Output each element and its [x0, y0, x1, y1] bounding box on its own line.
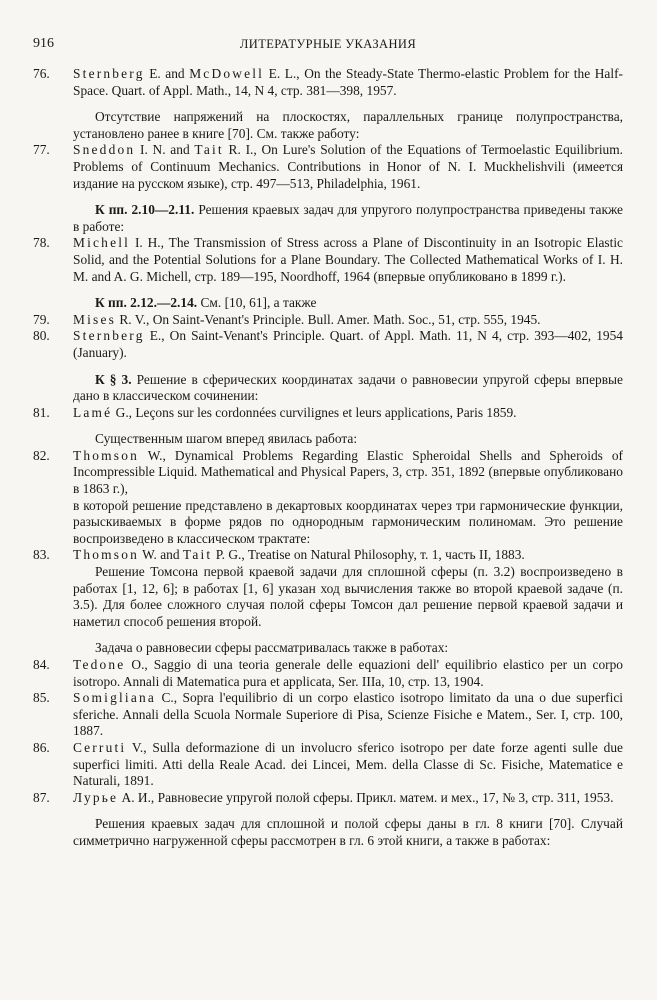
- reference-entry: 76. Sternberg E. and McDowell E. L., On the Steady-State Thermo-elastic Problem for the Half-Space. Quart. of Appl. Math., 14, N 4, стр. 381—398, 1957.: [33, 66, 623, 98]
- section-note: К § 3. Решение в сферических координатах задачи о равновесии упругой сферы впервые дано в классическом сочинении:: [73, 371, 623, 404]
- commentary-paragraph: Решения краевых задач для сплошной и полой сферы даны в гл. 8 книги [70]. Случай симметрично нагруженной сферы рассмотрен в гл. 6 этой книги, а также в работах:: [73, 816, 623, 848]
- commentary-paragraph: Задача о равновесии сферы рассматривалась также в работах:: [95, 640, 449, 656]
- section-note: К пп. 2.10—2.11. Решения краевых задач для упругого полупространства приведены также в работе:: [73, 202, 623, 234]
- page-number: 916: [33, 36, 54, 51]
- reference-entry: 86. Cerruti V., Sulla deformazione di un involucro sferico isotropo per date forze agenti sulle due superfici limiti. Atti della Reale Acad. dei Lincei, Mem. della Classe di Sc. Fisiche, Matematice e Naturali, 1891.: [33, 739, 623, 789]
- page-header: [33, 36, 623, 54]
- commentary-paragraph: Решение Томсона первой краевой задачи для сплошной сферы (п. 3.2) воспроизведено в работах [1, 12, 6]; в работах [1, 6] указан ход вычисления также во второй краевой задаче (п. 3.5). Для более сложного случая полой сферы Томсон дал решение первой краевой задачи и наметил способ решения второй.: [73, 564, 623, 629]
- reference-entry: 87. Лурье А. И., Равновесие упругой полой сферы. Прикл. матем. и мех., 17, № 3, стр. 311, 1953.: [33, 789, 614, 805]
- commentary-paragraph: в которой решение представлено в декартовых координатах через три гармонические функции, разыскиваемых в форме рядов по однородным гармоническим полиномам. Это решение воспроизведено в классическом трактате:: [73, 497, 623, 546]
- reference-entry: 83. Thomson W. and Tait P. G., Treatise on Natural Philosophy, т. 1, часть II, 1883.: [33, 547, 525, 563]
- running-title: ЛИТЕРАТУРНЫЕ УКАЗАНИЯ: [239, 37, 417, 51]
- reference-entry: 85. Somigliana C., Sopra l'equilibrio di un corpo elastico isotropo limitato da una o due superfici sferiche. Annali della Scuola Normale Superiore di Pisa, Scienze Fisiche e Matem., Ser. I, стр. 100, 1887.: [33, 690, 623, 739]
- bibliography: [33, 66, 623, 850]
- reference-entry: 77. Sneddon I. N. and Tait R. I., On Lure's Solution of the Equations of Termoelastic Equilibrium. Problems of Continuum Mechanics. Contributions in Honor of N. I. Muckhelishvili (имеется издание на русском языке), стр. 497—513, Philadelphia, 1961.: [33, 142, 623, 191]
- reference-entry: 81. Lamé G., Leçons sur les cordonnées curvilignes et leurs applications, Paris 1859.: [33, 404, 517, 420]
- reference-entry: 78. Michell I. H., The Transmission of Stress across a Plane of Discontinuity in an Isotropic Elastic Solid, and the Potential Solutions for a Plane Boundary. The Collected Mathematical Works of I. H. M. and A. G. Michell, стр. 189—195, Noordhoff, 1964 (впервые опубликовано в 1899 г.).: [33, 235, 623, 284]
- reference-entry: 84. Tedone O., Saggio di una teoria generale delle equazioni dell' equilibrio elastico per un corpo isotropo. Annali di Matematica pura et applicata, Ser. IIIa, 10, стр. 13, 1904.: [33, 657, 623, 689]
- reference-entry: 82. Thomson W., Dynamical Problems Regarding Elastic Spheroidal Shells and Spheroids of Incompressible Liquid. Mathematical and Physical Papers, 3, стр. 351, 1892 (впервые опубликовано в 1863 г.),: [33, 447, 623, 497]
- reference-entry: 79. Mises R. V., On Saint-Venant's Principle. Bull. Amer. Math. Soc., 51, стр. 555, 1945.: [33, 311, 541, 327]
- commentary-paragraph: Отсутствие напряжений на плоскостях, параллельных границе полупространства, установлено ранее в книге [70]. См. также работу:: [73, 109, 623, 141]
- reference-entry: 80. Sternberg E., On Saint-Venant's Principle. Quart. of Appl. Math. 11, N 4, стр. 393—402, 1954 (January).: [33, 328, 623, 360]
- section-note: К пп. 2.12.—2.14. См. [10, 61], а также: [95, 295, 317, 311]
- commentary-paragraph: Существенным шагом вперед явилась работа:: [95, 431, 358, 447]
